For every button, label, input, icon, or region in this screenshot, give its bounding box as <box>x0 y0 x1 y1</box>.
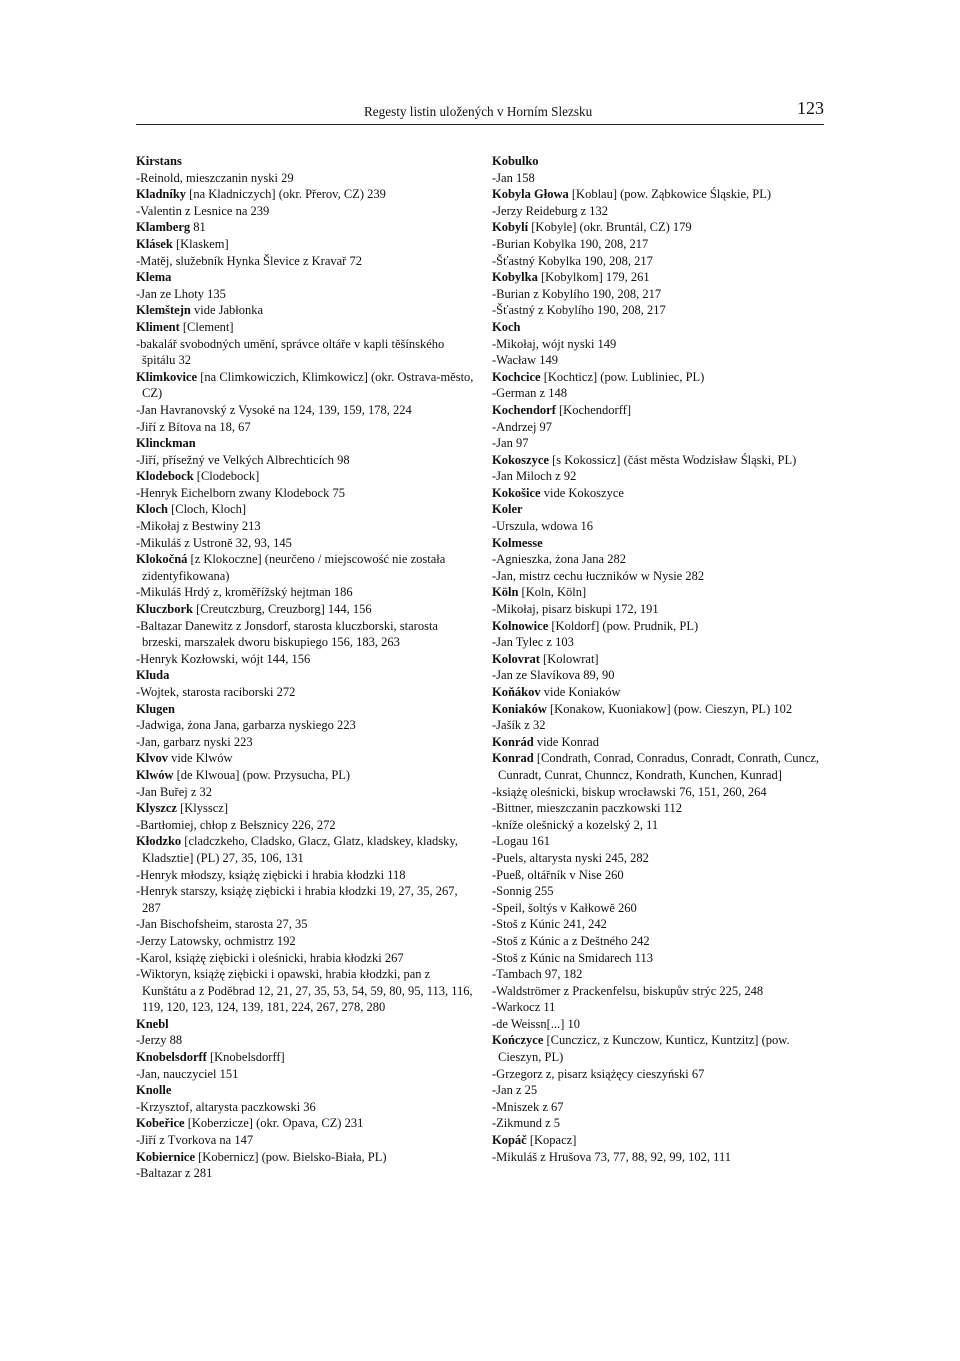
entry-keyword: Knolle <box>136 1083 172 1098</box>
entry-text: -Stoš z Kúnic a z Deštného 242 <box>492 933 650 948</box>
index-subentry <box>492 253 832 270</box>
index-subentry <box>492 1149 832 1166</box>
entry-text: -Bartłomiej, chłop z Bełsznicy 226, 272 <box>136 817 336 832</box>
entry-text: -Jan Tylec z 103 <box>492 635 574 650</box>
index-subentry <box>136 535 476 552</box>
entry-text: -Urszula, wdowa 16 <box>492 519 594 534</box>
index-subentry <box>492 900 832 917</box>
index-subentry <box>492 302 832 319</box>
entry-keyword: Klamberg <box>136 220 191 235</box>
index-entry-heading <box>136 1149 476 1166</box>
entry-text: -de Weissn[...] 10 <box>492 1016 580 1031</box>
entry-detail: [Kolowrat] <box>539 651 599 666</box>
index-subentry <box>492 568 832 585</box>
entry-text: -Šťastný Kobylka 190, 208, 217 <box>492 253 653 268</box>
entry-text: -Jiří z Bítova na 18, 67 <box>136 419 251 434</box>
entry-keyword: Kladníky <box>136 187 187 202</box>
entry-text: -Henryk Kozłowski, wójt 144, 156 <box>136 651 311 666</box>
entry-text: -Mikołaj, pisarz biskupi 172, 191 <box>492 602 659 617</box>
entry-text: -Šťastný z Kobylího 190, 208, 217 <box>492 303 666 318</box>
entry-text: -Krzysztof, altarysta paczkowski 36 <box>136 1099 316 1114</box>
entry-detail: [Clodebock] <box>193 469 260 484</box>
entry-text: -Jan 97 <box>492 436 529 451</box>
index-column-right <box>492 153 828 1165</box>
index-subentry <box>492 170 832 187</box>
entry-detail: [Knobelsdorff] <box>206 1050 285 1065</box>
index-subentry <box>136 485 476 502</box>
index-subentry <box>492 435 832 452</box>
entry-keyword: Koniaków <box>492 701 547 716</box>
entry-keyword: Kokoszyce <box>492 452 549 467</box>
index-subentry <box>492 352 832 369</box>
entry-keyword: Klyszcz <box>136 801 177 816</box>
entry-keyword: Klásek <box>136 236 173 251</box>
index-entry-heading <box>492 452 832 469</box>
entry-text: -Pueß, oltářník v Nise 260 <box>492 867 624 882</box>
entry-detail: [s Kokossicz] (část města Wodzisław Śląski, PL) <box>548 452 797 467</box>
index-entry-heading <box>136 800 476 817</box>
entry-keyword: Klodebock <box>136 469 194 484</box>
entry-text: -Jan Buřej z 32 <box>136 784 213 799</box>
entry-text: -Jan, mistrz cechu łuczników w Nysie 282 <box>492 568 705 583</box>
index-entry-heading <box>492 186 832 203</box>
entry-detail: [Kopacz] <box>526 1133 577 1148</box>
index-subentry <box>492 518 832 535</box>
entry-detail: vide Jabłonka <box>190 303 264 318</box>
entry-text: -bakalář svobodných umění, správce oltáře v kapli těšínského špitálu 32 <box>136 336 445 368</box>
index-subentry <box>136 286 476 303</box>
entry-keyword: Köln <box>492 585 519 600</box>
entry-keyword: Kobeřice <box>136 1116 185 1131</box>
entry-text: -Henryk Eichelborn zwany Klodebock 75 <box>136 485 345 500</box>
entry-text: -Jerzy 88 <box>136 1033 183 1048</box>
entry-detail: [Koln, Köln] <box>518 585 587 600</box>
index-entry-heading <box>136 767 476 784</box>
page-number: 123 <box>797 98 824 118</box>
index-subentry <box>136 1132 476 1149</box>
index-subentry <box>136 618 476 651</box>
entry-keyword: Koch <box>492 319 521 334</box>
entry-keyword: Koňákov <box>492 685 541 699</box>
entry-keyword: Klinckman <box>136 436 196 451</box>
index-subentry <box>492 286 832 303</box>
entry-keyword: Konrád <box>492 734 534 749</box>
index-subentry <box>492 385 832 402</box>
entry-keyword: Koler <box>492 502 523 517</box>
index-subentry <box>492 551 832 568</box>
index-subentry <box>136 684 476 701</box>
entry-text: -Jadwiga, żona Jana, garbarza nyskiego 223 <box>136 718 356 733</box>
index-subentry <box>492 916 832 933</box>
entry-text: -Jan Havranovský z Vysoké na 124, 139, 159, 178, 224 <box>136 402 412 417</box>
index-entry-heading <box>136 1049 476 1066</box>
index-entry-heading <box>136 319 476 336</box>
index-entry-heading <box>492 651 832 668</box>
index-subentry <box>492 601 832 618</box>
entry-text: -Mikuláš z Ustroně 32, 93, 145 <box>136 535 292 550</box>
index-subentry <box>136 1066 476 1083</box>
entry-keyword: Klema <box>136 270 172 285</box>
entry-text: -Baltazar z 281 <box>136 1166 213 1181</box>
entry-detail: [Konakow, Kuoniakow] (pow. Cieszyn, PL) 102 <box>546 701 793 716</box>
index-subentry <box>492 419 832 436</box>
entry-text: -Waldströmer z Prackenfelsu, biskupův strýc 225, 248 <box>492 983 764 998</box>
index-entry-heading <box>136 1115 476 1132</box>
entry-keyword: Kluda <box>136 668 170 683</box>
index-subentry <box>492 203 832 220</box>
index-subentry <box>136 452 476 469</box>
entry-text: -Jiří, přísežný ve Velkých Albrechticích 98 <box>136 452 350 467</box>
index-entry-heading <box>492 402 832 419</box>
entry-text: -Jan, nauczyciel 151 <box>136 1066 239 1081</box>
entry-text: -Wacław 149 <box>492 353 558 368</box>
index-subentry <box>492 933 832 950</box>
index-subentry <box>136 734 476 751</box>
index-subentry <box>492 867 832 884</box>
entry-keyword: Kluczbork <box>136 602 193 617</box>
entry-keyword: Kloch <box>136 502 168 517</box>
entry-text: -Jan ze Lhoty 135 <box>136 286 226 301</box>
index-entry-heading <box>492 501 832 518</box>
entry-detail: [Creutczburg, Creuzborg] 144, 156 <box>192 602 372 617</box>
entry-detail: [Clement] <box>179 319 234 334</box>
index-entry-heading <box>492 684 832 701</box>
entry-text: -Jan z 25 <box>492 1083 538 1098</box>
index-subentry <box>492 1115 832 1132</box>
entry-text: -Speil, šoltýs v Kałkowě 260 <box>492 900 637 915</box>
entry-keyword: Kliment <box>136 319 180 334</box>
index-entry-heading <box>492 153 832 170</box>
entry-text: -German z 148 <box>492 386 567 401</box>
index-entry-heading <box>492 535 832 552</box>
entry-text: -Henryk młodszy, książę ziębicki i hrabia kłodzki 118 <box>136 867 406 882</box>
index-entry-heading <box>136 601 476 618</box>
index-entry-heading <box>136 1016 476 1033</box>
index-entry-heading <box>136 302 476 319</box>
index-entry-heading <box>492 219 832 236</box>
index-subentry <box>492 1099 832 1116</box>
index-entry-heading <box>492 369 832 386</box>
entry-text: -Mikuláš Hrdý z, kroměřížský hejtman 186 <box>136 585 353 600</box>
index-entry-heading <box>492 618 832 635</box>
entry-keyword: Kopáč <box>492 1133 527 1148</box>
index-subentry <box>492 817 832 834</box>
index-subentry <box>136 950 476 967</box>
entry-text: -Henryk starszy, książę ziębicki i hrabia kłodzki 19, 27, 35, 267, 287 <box>136 884 458 915</box>
index-subentry <box>492 236 832 253</box>
entry-text: -Wojtek, starosta raciborski 272 <box>136 685 296 699</box>
entry-detail: [Klaskem] <box>172 236 229 251</box>
entry-text: -Matěj, služebník Hynka Šlevice z Kravař 72 <box>136 253 362 268</box>
index-subentry <box>492 950 832 967</box>
index-subentry <box>136 784 476 801</box>
entry-text: -Zikmund z 5 <box>492 1116 561 1131</box>
index-entry-heading <box>136 701 476 718</box>
index-entry-heading <box>492 750 832 783</box>
index-entry-heading <box>136 153 476 170</box>
entry-text: -Burian Kobylka 190, 208, 217 <box>492 236 649 251</box>
index-entry-heading <box>136 750 476 767</box>
index-entry-heading <box>136 1082 476 1099</box>
entry-text: -Wiktoryn, książę ziębicki i opawski, hrabia kłodzki, pan z Kunštátu a z Poděbrad 12, 21, 27, 35, 53, 54, 59, 80, 95, 113, 116, 119, 120, 123, 124, 139, 181, 224, 267, 278, 280 <box>136 967 473 1015</box>
entry-detail: [na Climkowiczich, Klimkowicz] (okr. Ostrava-město, CZ) <box>142 369 474 401</box>
index-entry-heading <box>136 186 476 203</box>
entry-keyword: Konrad <box>492 751 534 766</box>
entry-detail: [Kochendorff] <box>555 402 631 417</box>
entry-text: -Stoš z Kúnic na Smidarech 113 <box>492 950 653 965</box>
entry-text: -Logau 161 <box>492 834 550 849</box>
entry-detail: [Kochticz] (pow. Lubliniec, PL) <box>540 369 705 384</box>
entry-keyword: Kirstans <box>136 154 182 168</box>
running-title: Regesty listin uložených v Horním Slezsku <box>364 104 593 119</box>
index-entry-heading <box>136 551 476 584</box>
entry-detail: [Condrath, Conrad, Conradus, Conradt, Conrath, Cuncz, Cunradt, Cunrat, Chunncz, Kondrath, Kunchen, Kunrad] <box>498 751 820 782</box>
entry-text: -książę oleśnicki, biskup wrocławski 76, 151, 260, 264 <box>492 784 767 799</box>
index-subentry <box>492 784 832 801</box>
entry-keyword: Knobelsdorff <box>136 1050 207 1065</box>
index-subentry <box>492 1066 832 1083</box>
index-entry-heading <box>136 369 476 402</box>
index-entry-heading <box>136 833 476 866</box>
index-subentry <box>492 999 832 1016</box>
entry-text: -Mikołaj z Bestwiny 213 <box>136 519 261 534</box>
entry-keyword: Kłodzko <box>136 834 182 849</box>
entry-keyword: Kobyla Głowa <box>492 187 569 202</box>
index-entry-heading <box>492 701 832 718</box>
entry-detail: [Koldorf] (pow. Prudnik, PL) <box>548 618 699 633</box>
entry-detail: [Kobernicz] (pow. Bielsko-Biała, PL) <box>195 1149 387 1164</box>
entry-text: -Grzegorz z, pisarz książęcy cieszyński 67 <box>492 1066 705 1081</box>
index-subentry <box>136 817 476 834</box>
page-header <box>136 98 824 125</box>
index-column-left <box>136 153 476 1182</box>
entry-keyword: Knebl <box>136 1016 169 1031</box>
index-subentry <box>136 1032 476 1049</box>
entry-detail: [Kobylkom] 179, 261 <box>537 270 650 285</box>
entry-detail: [de Klwoua] (pow. Przysucha, PL) <box>173 767 351 782</box>
entry-keyword: Kobylí <box>492 220 529 235</box>
entry-detail: 81 <box>190 220 206 235</box>
entry-text: -Jan, garbarz nyski 223 <box>136 734 253 749</box>
index-subentry <box>136 584 476 601</box>
entry-keyword: Kobylka <box>492 270 538 285</box>
index-subentry <box>492 833 832 850</box>
index-entry-heading <box>136 219 476 236</box>
entry-text: -Warkocz 11 <box>492 1000 556 1015</box>
entry-keyword: Kobulko <box>492 154 539 168</box>
entry-keyword: Kolmesse <box>492 535 543 550</box>
entry-keyword: Kokošice <box>492 485 541 500</box>
index-subentry <box>492 468 832 485</box>
index-entry-heading <box>136 269 476 286</box>
entry-detail: vide Kokoszyce <box>540 485 624 500</box>
entry-text: -Valentin z Lesnice na 239 <box>136 203 270 218</box>
entry-detail: vide Konrad <box>533 734 599 749</box>
index-subentry <box>136 419 476 436</box>
index-entry-heading <box>492 269 832 286</box>
index-subentry <box>492 883 832 900</box>
entry-text: -Mniszek z 67 <box>492 1099 564 1114</box>
index-subentry <box>492 1082 832 1099</box>
entry-text: -Jerzy Reideburg z 132 <box>492 203 609 218</box>
entry-keyword: Kolovrat <box>492 651 540 666</box>
index-subentry <box>492 717 832 734</box>
index-subentry <box>136 1099 476 1116</box>
index-subentry <box>492 336 832 353</box>
entry-detail: [Cloch, Kloch] <box>167 502 247 517</box>
index-subentry <box>136 966 476 1016</box>
entry-keyword: Kończyce <box>492 1033 544 1048</box>
entry-detail: [Kobyle] (okr. Bruntál, CZ) 179 <box>528 220 692 235</box>
index-subentry <box>136 717 476 734</box>
index-subentry <box>492 634 832 651</box>
entry-keyword: Klokočná <box>136 552 188 567</box>
entry-text: -Jan Miloch z 92 <box>492 469 577 484</box>
entry-detail: [Cunczicz, z Kunczow, Kunticz, Kuntzitz] (pow. Cieszyn, PL) <box>498 1033 790 1065</box>
index-subentry <box>136 883 476 916</box>
index-subentry <box>136 203 476 220</box>
entry-keyword: Klimkovice <box>136 369 198 384</box>
index-subentry <box>492 800 832 817</box>
entry-detail: [z Klokoczne] (neurčeno / miejscowość nie została zidentyfikowana) <box>142 552 446 583</box>
index-subentry <box>136 170 476 187</box>
entry-text: -Jan Bischofsheim, starosta 27, 35 <box>136 917 308 932</box>
entry-detail: vide Klwów <box>167 751 233 766</box>
entry-text: -Agnieszka, żona Jana 282 <box>492 552 626 567</box>
entry-detail: vide Koniaków <box>540 685 621 699</box>
index-entry-heading <box>136 236 476 253</box>
index-subentry <box>136 518 476 535</box>
index-entry-heading <box>136 468 476 485</box>
entry-text: -Tambach 97, 182 <box>492 967 583 982</box>
index-subentry <box>136 402 476 419</box>
index-subentry <box>492 667 832 684</box>
index-entry-heading <box>492 734 832 751</box>
entry-text: -Stoš z Kúnic 241, 242 <box>492 917 607 932</box>
entry-text: -Jiří z Tvorkova na 147 <box>136 1133 254 1148</box>
index-subentry <box>492 966 832 983</box>
entry-keyword: Kobiernice <box>136 1149 196 1164</box>
entry-text: -Reinold, mieszczanin nyski 29 <box>136 170 294 185</box>
entry-keyword: Kochendorf <box>492 402 556 417</box>
index-subentry <box>136 916 476 933</box>
index-subentry <box>492 850 832 867</box>
entry-text: -Puels, altarysta nyski 245, 282 <box>492 850 649 865</box>
entry-detail: [na Kladniczych] (okr. Přerov, CZ) 239 <box>186 187 386 202</box>
entry-text: -Mikołaj, wójt nyski 149 <box>492 336 617 351</box>
entry-text: -Karol, książę ziębicki i oleśnicki, hrabia kłodzki 267 <box>136 950 404 965</box>
index-subentry <box>136 253 476 270</box>
index-entry-heading <box>492 319 832 336</box>
index-subentry <box>136 1165 476 1182</box>
entry-text: -Jašík z 32 <box>492 718 546 733</box>
entry-keyword: Klvov <box>136 751 168 766</box>
entry-detail: [Klysscz] <box>176 801 228 816</box>
index-entry-heading <box>492 584 832 601</box>
entry-text: -Jerzy Latowsky, ochmistrz 192 <box>136 933 296 948</box>
entry-keyword: Klwów <box>136 767 174 782</box>
entry-text: -Mikuláš z Hrušova 73, 77, 88, 92, 99, 102, 111 <box>492 1149 731 1164</box>
index-subentry <box>492 983 832 1000</box>
entry-text: -Burian z Kobylího 190, 208, 217 <box>492 286 662 301</box>
index-subentry <box>492 1016 832 1033</box>
entry-detail: [Koberzicze] (okr. Opava, CZ) 231 <box>184 1116 364 1131</box>
index-entry-heading <box>492 485 832 502</box>
entry-detail: [cladczkeho, Cladsko, Glacz, Glatz, kladskey, kladsky, Kladsztie] (PL) 27, 35, 106, 131 <box>142 834 458 865</box>
index-subentry <box>136 867 476 884</box>
entry-text: -Sonnig 255 <box>492 884 554 899</box>
entry-keyword: Klugen <box>136 701 175 716</box>
entry-keyword: Kolnowice <box>492 618 549 633</box>
entry-keyword: Klemštejn <box>136 303 191 318</box>
entry-text: -Jan 158 <box>492 170 535 185</box>
entry-text: -Baltazar Danewitz z Jonsdorf, starosta kluczborski, starosta brzeski, marszałek dworu biskupiego 156, 183, 263 <box>136 618 438 650</box>
index-subentry <box>136 933 476 950</box>
index-subentry <box>136 336 476 369</box>
index-subentry <box>136 651 476 668</box>
index-entry-heading <box>136 501 476 518</box>
entry-text: -Bittner, mieszczanin paczkowski 112 <box>492 801 682 816</box>
index-entry-heading <box>136 667 476 684</box>
entry-text: -kníže olešnický a kozelský 2, 11 <box>492 817 659 832</box>
index-entry-heading <box>136 435 476 452</box>
entry-keyword: Kochcice <box>492 369 541 384</box>
index-entry-heading <box>492 1032 832 1065</box>
index-entry-heading <box>492 1132 832 1149</box>
entry-detail: [Koblau] (pow. Ząbkowice Śląskie, PL) <box>568 187 772 202</box>
entry-text: -Andrzej 97 <box>492 419 553 434</box>
entry-text: -Jan ze Slavíkova 89, 90 <box>492 668 615 683</box>
